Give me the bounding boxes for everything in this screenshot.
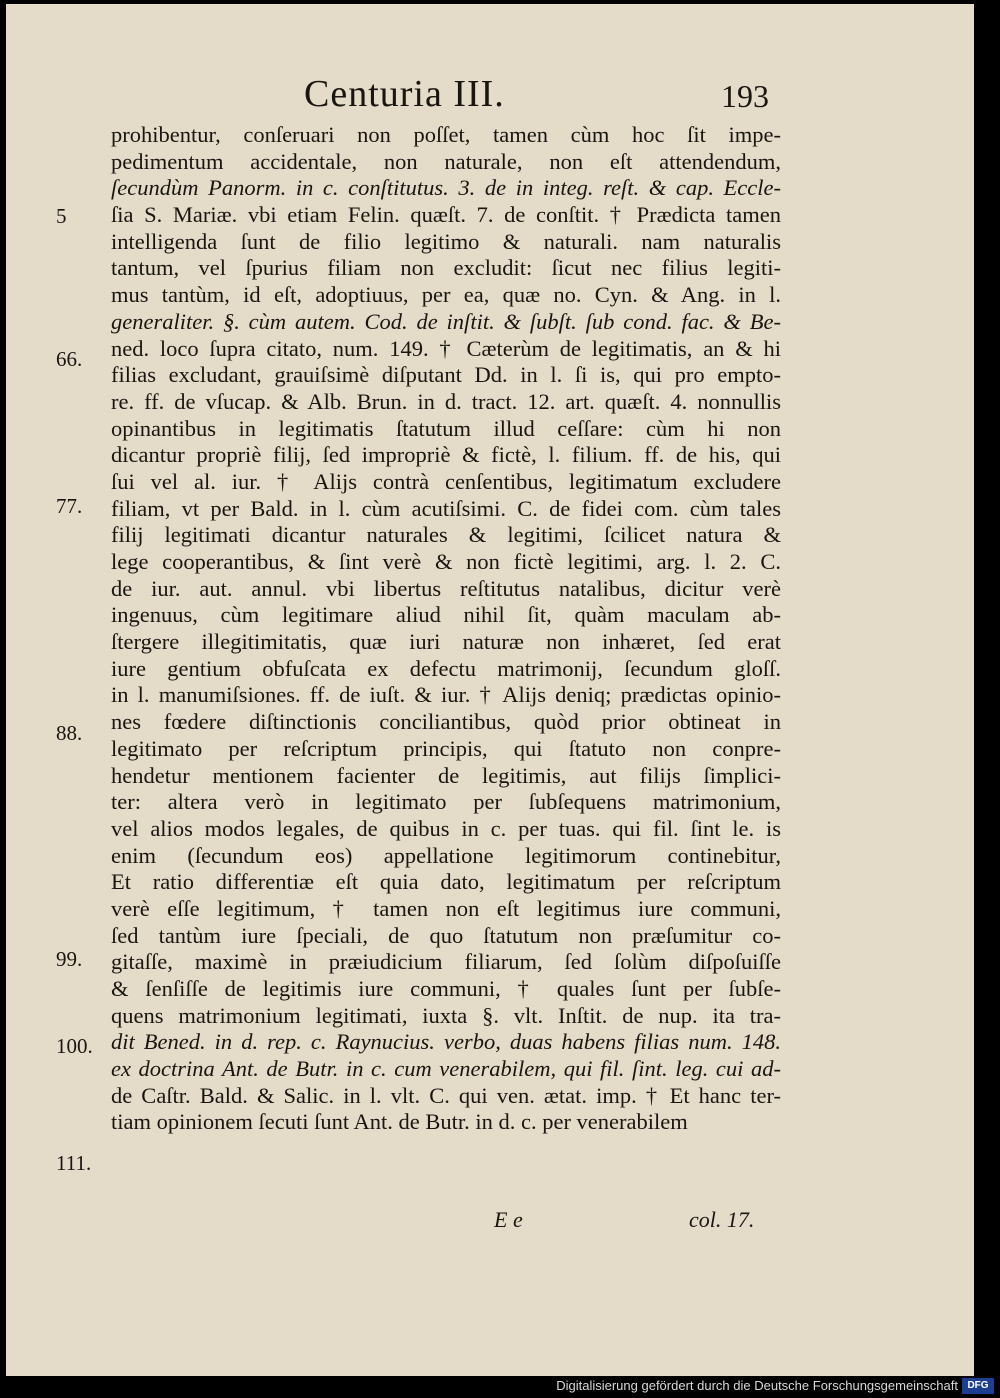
- margin-number: 99.: [56, 947, 83, 971]
- text-line: legitimato per reſcriptum principis, qui ſtatuto non conpre-: [111, 735, 781, 761]
- text-line: lege cooperantibus, & ſint verè & non fictè legitimi, arg. l. 2. C.: [111, 549, 781, 574]
- text-line: opinantibus in legitimatis ſtatutum illud ceſſare: cùm hi non: [111, 415, 781, 441]
- footer-bar: [0, 1376, 1000, 1398]
- text-line: tiam opinionem ſecuti ſunt Ant. de Butr. in d. c. per venerabilem: [111, 1109, 688, 1135]
- body-text: [111, 122, 781, 1136]
- dfg-logo-icon: DFG: [962, 1378, 994, 1394]
- text-line: re. ff. de vſucap. & Alb. Brun. in d. tract. 12. art. quæſt. 4. nonnullis: [111, 388, 781, 414]
- margin-number: 5: [56, 204, 67, 228]
- text-line: de Caſtr. Bald. & Salic. in l. vlt. C. qui ven. ætat. imp. † Et hanc ter-: [111, 1082, 781, 1108]
- text-line: intelligenda ſunt de filio legitimo & naturali. nam naturalis: [111, 228, 781, 254]
- text-line: nes fœdere diſtinctionis conciliantibus, quòd prior obtineat in: [111, 709, 781, 735]
- text-line: in l. manumiſsiones. ff. de iuſt. & iur. † Alijs deniq; prædictas opinio-: [111, 682, 781, 708]
- text-line: mus tantùm, id eſt, adoptiuus, per ea, quæ no. Cyn. & Ang. in l.: [111, 282, 781, 308]
- text-line: enim (ſecundum eos) appellatione legitimorum continebitur,: [111, 842, 781, 868]
- text-line: de iur. aut. annul. vbi libertus reſtitutus natalibus, dicitur verè: [111, 575, 781, 601]
- text-line: ſecundùm Panorm. in c. conſtitutus. 3. de in integ. reſt. & cap. Eccle-: [111, 175, 781, 201]
- text-line: ſed tantùm iure ſpeciali, de quo ſtatutum non præſumitur co-: [111, 922, 781, 948]
- funding-credit: Digitalisierung gefördert durch die Deutsche Forschungsgemeinschaft: [556, 1378, 958, 1393]
- signature-mark: E e: [494, 1207, 523, 1232]
- text-line: ned. loco ſupra citato, num. 149. † Cæterùm de legitimatis, an & hi: [111, 335, 781, 361]
- book-page: [6, 4, 974, 1376]
- text-line: hendetur mentionem facienter de legitimis, aut filijs ſimplici-: [111, 762, 781, 788]
- text-line: ſui vel al. iur. † Alijs contrà cenſentibus, legitimatum excludere: [111, 468, 781, 494]
- text-line: ter: altera verò in legitimato per ſubſequens matrimonium,: [111, 789, 781, 815]
- text-line: ſtergere illegitimitatis, quæ iuri naturæ non inhæret, ſed erat: [111, 629, 781, 655]
- text-line: filiam, vt per Bald. in l. cùm acutiſsimi. C. de fidei com. cùm tales: [111, 495, 781, 521]
- text-line: iure gentium obfuſcata ex defectu matrimonij, ſecundum gloſſ.: [111, 655, 781, 681]
- text-line: filias excludant, grauiſsimè diſputant Dd. in l. ſi is, qui pro empto-: [111, 362, 781, 388]
- margin-number: 111.: [56, 1151, 92, 1175]
- text-line: vel alios modos legales, de quibus in c. per tuas. qui fil. ſint le. is: [111, 815, 781, 841]
- text-line: generaliter. §. cùm autem. Cod. de inſtit. & ſubſt. ſub cond. fac. & Be-: [111, 308, 781, 334]
- text-line: verè eſſe legitimum, † tamen non eſt legitimus iure communi,: [111, 895, 781, 921]
- margin-number: 66.: [56, 347, 83, 371]
- page-number: 193: [721, 78, 769, 114]
- running-title: Centuria III.: [304, 73, 505, 115]
- text-line: ingenuus, cùm legitimare aliud nihil ſit, quàm maculam ab-: [111, 602, 781, 628]
- catchword: col. 17.: [689, 1207, 755, 1232]
- text-line: pedimentum accidentale, non naturale, non eſt attendendum,: [111, 148, 781, 174]
- text-line: Et ratio differentiæ eſt quia dato, legitimatum per reſcriptum: [111, 869, 781, 895]
- margin-number: 77.: [56, 494, 83, 518]
- text-line: filij legitimati dicantur naturales & legitimi, ſcilicet natura &: [111, 522, 781, 548]
- margin-number: 88.: [56, 721, 83, 745]
- text-line: gitaſſe, maximè in præiudicium filiarum, ſed ſolùm diſpoſuiſſe: [111, 949, 781, 975]
- page-header: [6, 72, 974, 122]
- text-line: ex doctrina Ant. de Butr. in c. cum venerabilem, qui fil. ſint. leg. cui ad-: [111, 1056, 781, 1082]
- text-line: prohibentur, conſeruari non poſſet, tamen cùm hoc ſit impe-: [111, 122, 781, 147]
- text-line: tantum, vel ſpurius filiam non excludit: ſicut nec filius legiti-: [111, 255, 781, 281]
- text-line: quens matrimonium legitimati, iuxta §. vlt. Inſtit. de nup. ita tra-: [111, 1002, 781, 1028]
- text-line: ſia S. Mariæ. vbi etiam Felin. quæſt. 7. de conſtit. † Prædicta tamen: [111, 202, 781, 228]
- text-line: dit Bened. in d. rep. c. Raynucius. verbo, duas habens filias num. 148.: [111, 1029, 781, 1055]
- text-line: dicantur propriè filij, ſed impropriè & fictè, l. filium. ff. de his, qui: [111, 442, 781, 468]
- text-line: & ſenſiſſe de legitimis iure communi, † quales ſunt per ſubſe-: [111, 976, 781, 1001]
- margin-number: 100.: [56, 1034, 93, 1058]
